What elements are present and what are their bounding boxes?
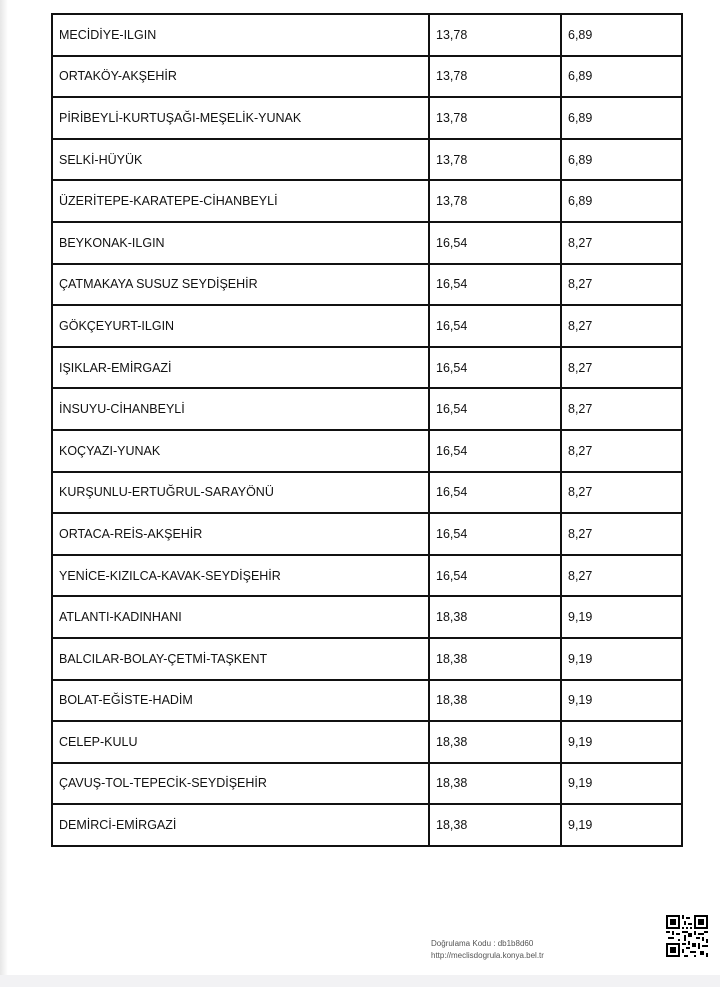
- table-row: [52, 555, 682, 597]
- table-row: [52, 680, 682, 722]
- value-1-cell: 18,38: [429, 804, 561, 846]
- route-name-cell: BEYKONAK-ILGIN: [52, 222, 429, 264]
- value-1-cell: 16,54: [429, 305, 561, 347]
- value-2-cell: 9,19: [561, 804, 682, 846]
- route-name-cell: DEMİRCİ-EMİRGAZİ: [52, 804, 429, 846]
- route-name-cell: IŞIKLAR-EMİRGAZİ: [52, 347, 429, 389]
- route-name-cell: ORTACA-REİS-AKŞEHİR: [52, 513, 429, 555]
- route-name-cell: PİRİBEYLİ-KURTUŞAĞI-MEŞELİK-YUNAK: [52, 97, 429, 139]
- value-2-cell: 8,27: [561, 305, 682, 347]
- table-row: [52, 305, 682, 347]
- route-name-cell: KURŞUNLU-ERTUĞRUL-SARAYÖNÜ: [52, 472, 429, 514]
- value-1-cell: 18,38: [429, 763, 561, 805]
- value-2-cell: 8,27: [561, 513, 682, 555]
- table-row: [52, 139, 682, 181]
- bottom-band: [0, 975, 720, 987]
- fee-table-body: [52, 14, 682, 846]
- value-1-cell: 16,54: [429, 264, 561, 306]
- value-1-cell: 16,54: [429, 472, 561, 514]
- table-row: [52, 347, 682, 389]
- verification-footer: [431, 938, 544, 962]
- verification-code: Doğrulama Kodu : db1b8d60: [431, 939, 534, 948]
- table-row: [52, 264, 682, 306]
- value-1-cell: 16,54: [429, 513, 561, 555]
- route-name-cell: KOÇYAZI-YUNAK: [52, 430, 429, 472]
- value-2-cell: 9,19: [561, 638, 682, 680]
- table-row: [52, 763, 682, 805]
- table-row: [52, 222, 682, 264]
- qr-code-icon: [666, 915, 708, 957]
- route-name-cell: GÖKÇEYURT-ILGIN: [52, 305, 429, 347]
- table-row: [52, 596, 682, 638]
- table-row: [52, 721, 682, 763]
- table-row: [52, 472, 682, 514]
- value-1-cell: 13,78: [429, 97, 561, 139]
- route-name-cell: YENİCE-KIZILCA-KAVAK-SEYDİŞEHİR: [52, 555, 429, 597]
- table-row: [52, 180, 682, 222]
- value-1-cell: 13,78: [429, 56, 561, 98]
- value-1-cell: 16,54: [429, 222, 561, 264]
- value-2-cell: 6,89: [561, 139, 682, 181]
- value-1-cell: 18,38: [429, 638, 561, 680]
- value-2-cell: 9,19: [561, 680, 682, 722]
- value-1-cell: 13,78: [429, 14, 561, 56]
- route-name-cell: ATLANTI-KADINHANI: [52, 596, 429, 638]
- table-row: [52, 388, 682, 430]
- value-2-cell: 9,19: [561, 596, 682, 638]
- value-1-cell: 13,78: [429, 180, 561, 222]
- value-2-cell: 8,27: [561, 347, 682, 389]
- route-name-cell: MECİDİYE-ILGIN: [52, 14, 429, 56]
- value-2-cell: 8,27: [561, 555, 682, 597]
- route-name-cell: BALCILAR-BOLAY-ÇETMİ-TAŞKENT: [52, 638, 429, 680]
- route-name-cell: İNSUYU-CİHANBEYLİ: [52, 388, 429, 430]
- table-row: [52, 56, 682, 98]
- value-1-cell: 13,78: [429, 139, 561, 181]
- value-1-cell: 16,54: [429, 430, 561, 472]
- value-2-cell: 6,89: [561, 97, 682, 139]
- route-name-cell: ORTAKÖY-AKŞEHİR: [52, 56, 429, 98]
- value-1-cell: 16,54: [429, 555, 561, 597]
- route-name-cell: SELKİ-HÜYÜK: [52, 139, 429, 181]
- table-row: [52, 804, 682, 846]
- route-name-cell: CELEP-KULU: [52, 721, 429, 763]
- verification-url[interactable]: http://meclisdogrula.konya.bel.tr: [431, 951, 544, 960]
- route-name-cell: ÜZERİTEPE-KARATEPE-CİHANBEYLİ: [52, 180, 429, 222]
- value-1-cell: 18,38: [429, 680, 561, 722]
- value-2-cell: 8,27: [561, 222, 682, 264]
- table-row: [52, 430, 682, 472]
- value-2-cell: 8,27: [561, 388, 682, 430]
- value-1-cell: 16,54: [429, 388, 561, 430]
- route-name-cell: BOLAT-EĞİSTE-HADİM: [52, 680, 429, 722]
- value-1-cell: 18,38: [429, 596, 561, 638]
- table-row: [52, 513, 682, 555]
- value-1-cell: 18,38: [429, 721, 561, 763]
- value-1-cell: 16,54: [429, 347, 561, 389]
- value-2-cell: 6,89: [561, 56, 682, 98]
- table-row: [52, 638, 682, 680]
- route-name-cell: ÇAVUŞ-TOL-TEPECİK-SEYDİŞEHİR: [52, 763, 429, 805]
- page-shadow: [0, 0, 8, 987]
- value-2-cell: 9,19: [561, 763, 682, 805]
- table-row: [52, 14, 682, 56]
- table-row: [52, 97, 682, 139]
- value-2-cell: 8,27: [561, 472, 682, 514]
- fee-table: [51, 13, 683, 847]
- value-2-cell: 6,89: [561, 14, 682, 56]
- value-2-cell: 6,89: [561, 180, 682, 222]
- route-name-cell: ÇATMAKAYA SUSUZ SEYDİŞEHİR: [52, 264, 429, 306]
- value-2-cell: 8,27: [561, 264, 682, 306]
- value-2-cell: 8,27: [561, 430, 682, 472]
- value-2-cell: 9,19: [561, 721, 682, 763]
